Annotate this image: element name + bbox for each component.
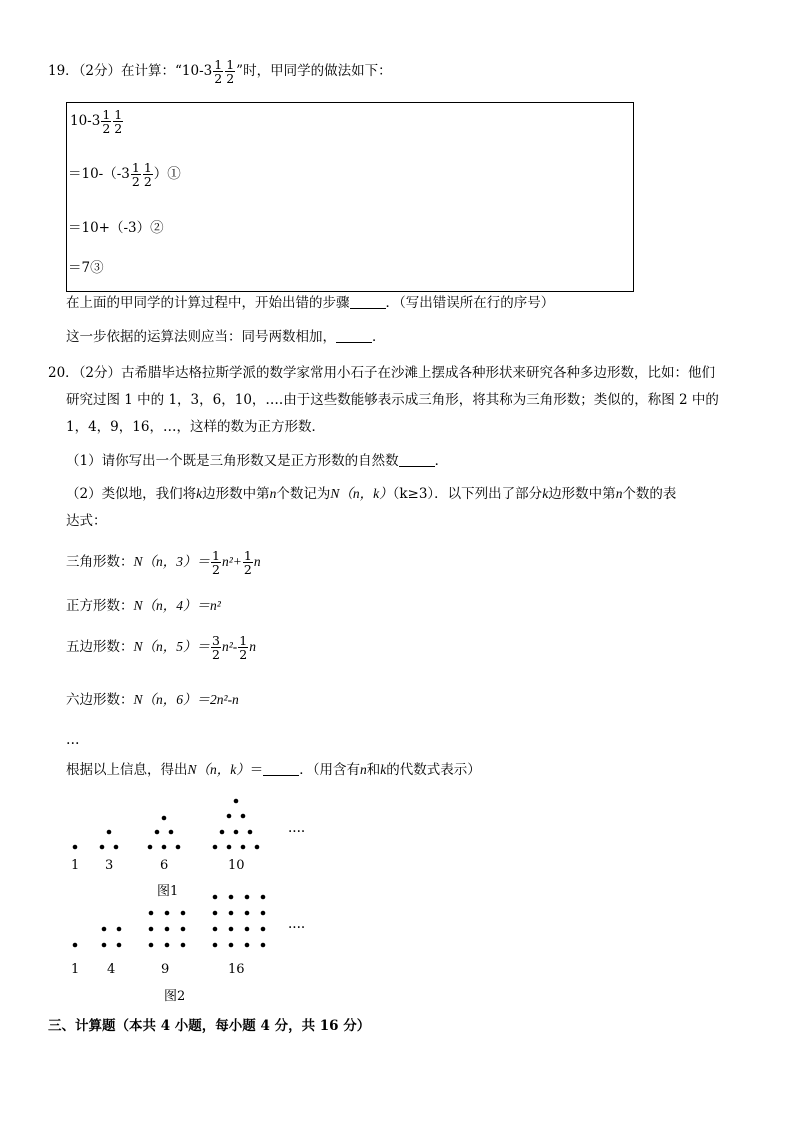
q20-number: 20． — [48, 365, 79, 381]
q20-score: （2分） — [78, 365, 122, 381]
answer-blank[interactable] — [399, 454, 435, 467]
solution-line-3: ＝10+（-3）② — [68, 220, 164, 236]
q19-stem — [48, 58, 392, 85]
formula-ellipsis: … — [66, 732, 80, 748]
solution-box — [66, 102, 634, 292]
answer-blank[interactable] — [263, 763, 299, 776]
q19-intro-end: ”时，甲同学的做法如下： — [236, 63, 392, 79]
figure-2-label-1: 1 — [71, 962, 80, 977]
figure-1-more: .... — [288, 820, 306, 836]
q20-line-1: 20．（2分）古希腊毕达格拉斯学派的数学家常用小石子在沙滩上摆成各种形状来研究各种多边形数，比如：他们 — [48, 365, 716, 381]
half-fraction: $\frac{1}{2}$ — [102, 107, 111, 136]
solution-line-4: ＝7③ — [68, 260, 104, 276]
q19-ask-1: 在上面的甲同学的计算过程中，开始出错的步骤 ．（写出错误所在行的序号） — [66, 295, 555, 311]
half-fraction: $\frac{1}{2}$ — [131, 160, 140, 189]
q19-ask-2: 这一步依据的运算法则应当：同号两数相加， ． — [66, 329, 386, 345]
answer-blank[interactable] — [350, 296, 386, 309]
figure-2-caption: 图2 — [164, 989, 186, 1004]
formula-square: 正方形数：N（n，4）＝n² — [66, 598, 221, 614]
q19-number: 19． — [48, 63, 79, 79]
q20-line-2: 研究过图 1 中的 1，3，6，10，….由于这些数能够表示成三角形，将其称为三角形数；类似的，称图 2 中的 — [66, 392, 719, 408]
q19-intro: 在计算：“10-3 — [121, 63, 213, 79]
solution-line-1: 10-3 $\frac{1}{2}$ $\frac{1}{2}$ — [70, 107, 123, 136]
figure-1-label-1: 1 — [71, 858, 80, 873]
figure-2-square-dots — [60, 890, 320, 950]
figure-1-triangular-dots — [60, 795, 320, 855]
figure-1-caption: 图1 — [157, 884, 179, 899]
half-fraction: $\frac{1}{2}$ — [114, 107, 123, 136]
figure-1-label-3: 3 — [105, 858, 114, 873]
q20-conclusion: 根据以上信息，得出N（n，k）＝ ．（用含有n和k的代数式表示） — [66, 762, 481, 778]
q20-part-2: （2）类似地，我们将k边形数中第n个数记为N（n，k）（k≥3）．以下列出了部分k边形数中第n个数的表 — [66, 486, 677, 502]
section-3-heading: 三、计算题（本共 4 小题，每小题 4 分，共 16 分） — [48, 1018, 371, 1034]
answer-blank[interactable] — [336, 330, 372, 343]
q20-part-1: （1）请你写出一个既是三角形数又是正方形数的自然数 ． — [66, 453, 449, 469]
figure-1-label-6: 6 — [160, 858, 169, 873]
q20-part-2-cont: 达式： — [66, 513, 107, 529]
q20-line-3: 1，4，9，16，…，这样的数为正方形数． — [66, 419, 325, 435]
figure-2-label-9: 9 — [161, 962, 170, 977]
formula-pentagon: 五边形数：N（n，5）＝ $\frac{3}{2}$ n²- $\frac{1}{2}$ n — [66, 633, 256, 662]
formula-triangle: 三角形数：N（n，3）＝ $\frac{1}{2}$ n²+ $\frac{1}{2}$ n — [66, 548, 261, 577]
figure-2-label-4: 4 — [107, 962, 116, 977]
figure-1-label-10: 10 — [228, 858, 245, 873]
half-fraction: $\frac{1}{2}$ — [214, 57, 223, 86]
q19-score: （2分） — [78, 63, 122, 79]
solution-line-2: ＝10-（-3 $\frac{1}{2}$ $\frac{1}{2}$ ）① — [68, 160, 181, 189]
half-fraction: $\frac{1}{2}$ — [226, 57, 235, 86]
half-fraction: $\frac{1}{2}$ — [143, 160, 152, 189]
formula-hexagon: 六边形数：N（n，6）＝2n²-n — [66, 692, 239, 708]
figure-2-more: .... — [288, 916, 306, 932]
figure-2-label-16: 16 — [228, 962, 245, 977]
